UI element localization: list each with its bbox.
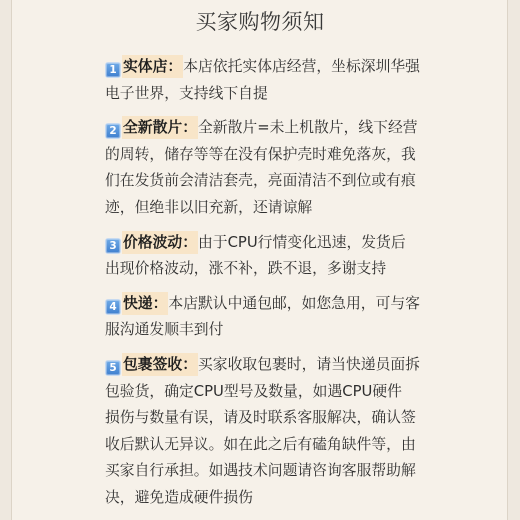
notice-line: 服沟通发顺丰到付 [105, 321, 224, 339]
notice-text: 本店依托实体店经营，坐标深圳华强 [183, 58, 420, 75]
notice-keyword: 价格波动： [122, 231, 198, 254]
notice-line: 损伤与数量有误，请及时联系客服解决，确认签 [105, 409, 416, 427]
notice-line: 出现价格波动，涨不补，跌不退，多谢支持 [105, 260, 387, 278]
notice-item-package-receipt [105, 352, 505, 512]
number-keycap-icon: 2 [105, 123, 121, 139]
notice-keyword: 快递： [122, 292, 168, 315]
notice-text: 本店默认中通包邮，如您急用，可与客 [168, 294, 420, 312]
notice-line: 的周转，储存等等在没有保护壳时难免落灰，我 [105, 145, 416, 163]
notice-item-price-fluctuation [105, 230, 505, 283]
notice-keyword: 包裹签收： [122, 353, 198, 376]
notice-line: 买家自行承担。如遇技术问题请咨询客服帮助解 [105, 462, 416, 480]
notice-line [105, 54, 505, 81]
notice-keyword: 实体店： [122, 55, 183, 78]
number-keycap-icon: 4 [105, 299, 121, 315]
notice-list [105, 54, 505, 520]
notice-line [105, 115, 505, 142]
notice-line [105, 230, 505, 257]
right-frame-line [507, 0, 508, 520]
number-keycap-icon: 1 [105, 62, 121, 78]
number-keycap-icon: 5 [105, 360, 121, 376]
notice-line: 包验货，确定CPU型号及数量，如遇CPU硬件 [105, 382, 402, 400]
page-title: 买家购物须知 [195, 10, 325, 34]
notice-keyword: 全新散片： [122, 116, 198, 139]
number-keycap-icon: 3 [105, 238, 121, 254]
notice-item-new-bulk [105, 115, 505, 221]
left-frame-line [11, 0, 12, 520]
notice-text: 全新散片=未上机散片，线下经营 [198, 119, 418, 137]
notice-item-physical-store [105, 54, 505, 107]
notice-line [105, 352, 505, 379]
notice-line: 决，避免造成硬件损伤 [105, 488, 253, 506]
notice-line: 收后默认无异议。如在此之后有磕角缺件等，由 [105, 435, 416, 453]
notice-line [105, 291, 505, 318]
notice-line: 电子世界，支持线下自提 [105, 84, 268, 102]
notice-text: 由于CPU行情变化迅速，发货后 [198, 233, 406, 251]
notice-line: 迹，但绝非以旧充新，还请谅解 [105, 198, 313, 216]
notice-item-shipping [105, 291, 505, 344]
notice-text: 买家收取包裹时，请当快递员面拆 [198, 355, 420, 373]
notice-line: 们在发货前会清洁套壳，亮面清洁不到位或有痕 [105, 172, 416, 190]
